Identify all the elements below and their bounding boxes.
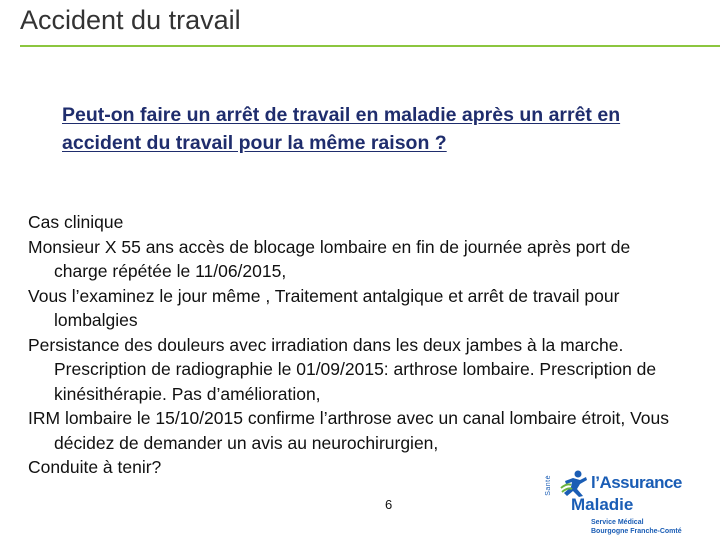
case-line: Cas clinique [28, 212, 124, 232]
case-line: IRM lombaire le 15/10/2015 confirme l’arthrose avec un canal lombaire étroit, Vous décidez de demander un avis au neurochirurgien, [28, 408, 670, 453]
logo-brand-line2: Maladie [571, 495, 634, 514]
case-line: Persistance des douleurs avec irradiation dans les deux jambes à la marche. Prescription de radiographie le 01/09/2015: arthrose lombaire. Prescription de kinésithérapie. Pas d’amélioration, [28, 334, 657, 404]
case-line: Monsieur X 55 ans accès de blocage lombaire en fin de journée après port de charge répétée le 11/06/2015, [28, 236, 631, 281]
case-text [28, 210, 678, 480]
assurance-maladie-logo [543, 463, 713, 538]
logo-vertical-text: Santé [545, 475, 552, 496]
logo-service-line2: Bourgogne Franche-Comté [591, 528, 682, 535]
logo-service-line1: Service Médical [591, 519, 644, 526]
title-divider [20, 45, 720, 47]
logo-brand-line1: l’Assurance [591, 473, 682, 492]
question-heading: Peut-on faire un arrêt de travail en maladie après un arrêt en accident du travail pour la même raison ? [62, 104, 621, 154]
page-number: 6 [385, 497, 393, 512]
slide-title: Accident du travail [20, 5, 241, 35]
case-line: Vous l’examinez le jour même , Traitement antalgique et arrêt de travail pour lombalgies [28, 285, 620, 330]
case-line: Conduite à tenir? [28, 457, 162, 477]
